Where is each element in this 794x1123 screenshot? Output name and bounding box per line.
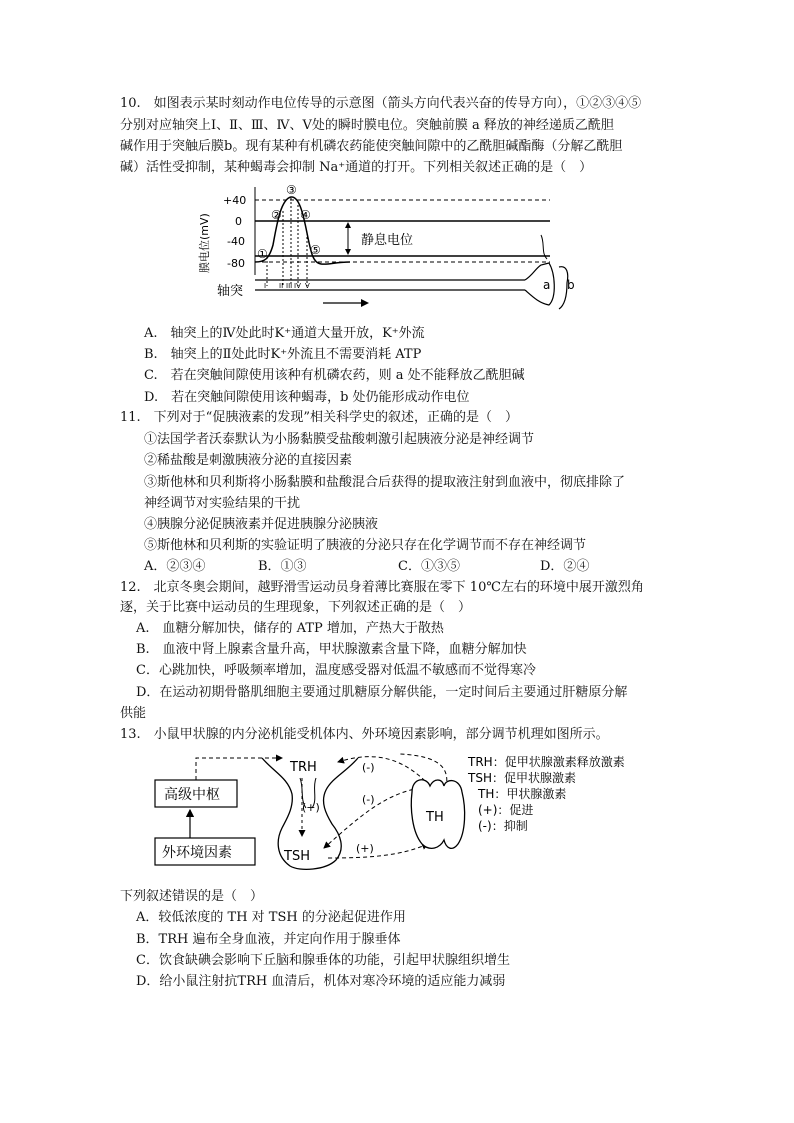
q13-stem-2: 下列叙述错误的是（ ） bbox=[120, 889, 264, 904]
roman-2: II bbox=[279, 282, 284, 290]
minus-sign-1: (-) bbox=[362, 761, 375, 774]
q10-option-c: C. 若在突触间隙使用该种有机磷农药，则 a 处不能释放乙酰胆碱 bbox=[144, 368, 525, 383]
q11-item-5: ⑤斯他林和贝利斯的实验证明了胰液的分泌只存在化学调节而不存在神经调节 bbox=[144, 538, 587, 553]
trh-label: TRH bbox=[290, 760, 317, 775]
roman-5: V bbox=[305, 282, 310, 290]
tick-minus80: -80 bbox=[227, 257, 245, 270]
legend-trh: TRH：促甲状腺激素释放激素 bbox=[468, 755, 625, 769]
circled-5: ⑤ bbox=[310, 243, 321, 257]
q11-item-2: ②稀盐酸是刺激胰液分泌的直接因素 bbox=[144, 453, 353, 468]
plus-sign-1: (+) bbox=[302, 801, 320, 814]
q10-stem-line-4: 碱）活性受抑制，某种蝎毒会抑制 Na⁺通道的打开。下列相关叙述正确的是（ ） bbox=[120, 160, 593, 175]
q12-option-b: B. 血液中肾上腺素含量升高，甲状腺激素含量下降，血糖分解加快 bbox=[136, 642, 527, 657]
roman-4: IV bbox=[294, 282, 301, 290]
tick-plus40: +40 bbox=[223, 194, 247, 207]
roman-1: I bbox=[264, 282, 267, 290]
tick-0: 0 bbox=[235, 215, 242, 228]
plus-sign-2: (+) bbox=[356, 842, 374, 855]
q11-item-3-cont: 神经调节对实验结果的干扰 bbox=[144, 496, 301, 511]
q10-option-d: D. 若在突触间隙使用该种蝎毒，b 处仍能形成动作电位 bbox=[144, 390, 470, 405]
legend-th: TH：甲状腺激素 bbox=[478, 787, 567, 801]
q12-option-d: D．在运动初期骨骼肌细胞主要通过肌糖原分解供能，一定时间后主要通过肝糖原分解 bbox=[136, 685, 628, 700]
q11-item-1: ①法国学者沃泰默认为小肠黏膜受盐酸刺激引起胰液分泌是神经调节 bbox=[144, 432, 535, 447]
q11-option-a: A．②③④ bbox=[144, 559, 206, 574]
action-potential-figure bbox=[195, 183, 585, 313]
q10-stem-line-1: 10. 如图表示某时刻动作电位传导的示意图（箭头方向代表兴奋的传导方向），①②③④⑤ bbox=[120, 96, 642, 111]
circled-2: ② bbox=[271, 208, 282, 222]
tsh-label: TSH bbox=[284, 849, 310, 864]
q12-stem-line-1: 12. 北京冬奥会期间，越野滑雪运动员身着薄比赛服在零下 10℃左右的环境中展开激烈角 bbox=[120, 580, 644, 595]
minus-sign-2: (-) bbox=[362, 793, 375, 806]
q12-stem-line-2: 逐，关于比赛中运动员的生理现象，下列叙述正确的是（ ） bbox=[120, 600, 472, 615]
q11-option-c: C．①③⑤ bbox=[398, 559, 460, 574]
legend-tsh: TSH：促甲状腺激素 bbox=[468, 771, 576, 785]
synapse-b-label: b bbox=[567, 278, 575, 292]
tick-minus40: -40 bbox=[227, 235, 245, 248]
circled-1: ① bbox=[257, 247, 268, 261]
q10-option-b: B. 轴突上的Ⅱ处此时K⁺外流且不需要消耗 ATP bbox=[144, 347, 422, 362]
q10-stem-line-2: 分别对应轴突上Ⅰ、Ⅱ、Ⅲ、Ⅳ、Ⅴ处的瞬时膜电位。突触前膜 a 释放的神经递质乙酰胆 bbox=[120, 118, 614, 133]
legend-minus: (-)：抑制 bbox=[478, 819, 528, 833]
legend-plus: (+)：促进 bbox=[478, 803, 534, 817]
membrane-potential-ylabel: 膜电位(mV) bbox=[198, 213, 211, 273]
q11-stem: 11. 下列对于“促胰液素的发现”相关科学史的叙述，正确的是（ ） bbox=[120, 410, 518, 425]
external-factors-label: 外环境因素 bbox=[162, 845, 232, 861]
q10-stem-line-3: 碱作用于突触后膜b。现有某种有机磷农药能使突触间隙中的乙酰胆碱酯酶（分解乙酰胆 bbox=[120, 139, 623, 154]
q13-option-b: B．TRH 遍布全身血液，并定向作用于腺垂体 bbox=[136, 932, 401, 947]
q13-option-c: C．饮食缺碘会影响下丘脑和腺垂体的功能，引起甲状腺组织增生 bbox=[136, 953, 510, 968]
circled-3: ③ bbox=[286, 183, 297, 197]
q11-option-b: B．①③ bbox=[258, 559, 307, 574]
q13-stem: 13. 小鼠甲状腺的内分泌机能受机体内、外环境因素影响，部分调节机理如图所示。 bbox=[120, 727, 609, 742]
q11-item-3: ③斯他林和贝利斯将小肠黏膜和盐酸混合后获得的提取液注射到血液中，彻底排除了 bbox=[144, 475, 626, 490]
q12-option-d-cont: 供能 bbox=[120, 706, 147, 721]
q12-option-c: C．心跳加快，呼吸频率增加，温度感受器对低温不敏感而不觉得寒冷 bbox=[136, 663, 536, 678]
q11-option-d: D．②④ bbox=[540, 559, 590, 574]
circled-4: ④ bbox=[300, 208, 311, 222]
resting-potential-label: 静息电位 bbox=[361, 233, 414, 248]
q13-option-d: D．给小鼠注射抗TRH 血清后，机体对寒冷环境的适应能力减弱 bbox=[136, 974, 506, 989]
q12-option-a: A. 血糖分解加快，储存的 ATP 增加，产热大于散热 bbox=[136, 621, 444, 636]
synapse-a-label: a bbox=[543, 278, 551, 292]
roman-3: III bbox=[286, 282, 293, 290]
axon-label: 轴突 bbox=[217, 284, 244, 299]
higher-center-label: 高级中枢 bbox=[164, 787, 220, 803]
thyroid-regulation-figure bbox=[150, 748, 670, 873]
q10-option-a: A. 轴突上的Ⅳ处此时K⁺通道大量开放，K⁺外流 bbox=[144, 326, 425, 341]
q13-option-a: A．较低浓度的 TH 对 TSH 的分泌起促进作用 bbox=[136, 910, 406, 925]
q11-item-4: ④胰腺分泌促胰液素并促进胰腺分泌胰液 bbox=[144, 517, 379, 532]
th-label: TH bbox=[426, 810, 444, 825]
